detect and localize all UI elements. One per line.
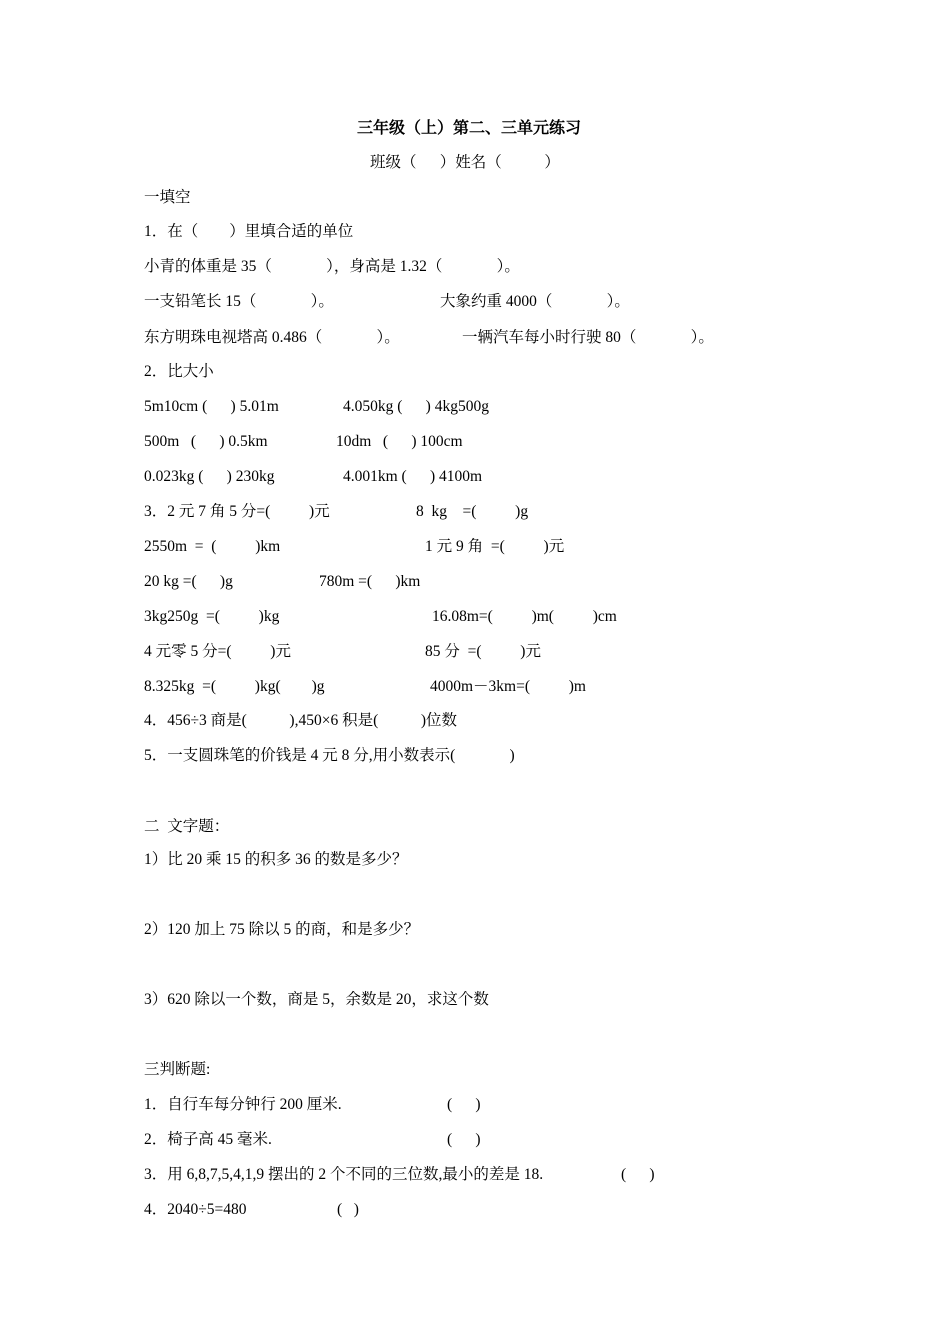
- section3-heading: 三判断题:: [144, 1061, 211, 1078]
- q2-item-b2: 10dm ( ) 100cm: [336, 433, 463, 450]
- judge-item-4: 4．2040÷5=480: [144, 1201, 247, 1218]
- judge-item-1: 1．自行车每分钟行 200 厘米.: [144, 1096, 342, 1113]
- q3-item-f2: 4000m－3km=( )m: [430, 678, 586, 695]
- q1-prompt: 1．在（ ）里填合适的单位: [144, 223, 354, 240]
- q2-item-a2: 4.050kg ( ) 4kg500g: [343, 398, 489, 415]
- q3-item-a1: 3．2 元 7 角 5 分=( )元: [144, 503, 330, 520]
- q5-text: 5．一支圆珠笔的价钱是 4 元 8 分,用小数表示( ): [144, 747, 515, 764]
- q2-prompt: 2．比大小: [144, 363, 214, 380]
- q1-item-d: 东方明珠电视塔高 0.486（ ）。: [144, 329, 400, 346]
- judge-item-2: 2．椅子高 45 毫米.: [144, 1131, 272, 1148]
- q1-item-c: 大象约重 4000（ ）。: [440, 293, 630, 310]
- q3-item-d2: 16.08m=( )m( )cm: [432, 608, 617, 625]
- q1-item-a: 小青的体重是 35（ ），身高是 1.32（ ）。: [144, 258, 520, 275]
- q3-item-c2: 780m =( )km: [319, 573, 421, 590]
- word-problem-2: 2）120 加上 75 除以 5 的商，和是多少？: [144, 921, 420, 938]
- q3-item-f1: 8.325kg =( )kg( )g: [144, 678, 325, 695]
- q3-item-b1: 2550m = ( )km: [144, 538, 281, 555]
- q2-item-b1: 500m ( ) 0.5km: [144, 433, 268, 450]
- q3-item-e2: 85 分 =( )元: [425, 643, 541, 660]
- judge-blank-2: ( ): [447, 1131, 481, 1148]
- q2-item-a1: 5m10cm ( ) 5.01m: [144, 398, 279, 415]
- judge-blank-3: ( ): [621, 1166, 655, 1183]
- class-name-line: 班级（ ）姓名（ ）: [370, 154, 560, 171]
- q1-item-b: 一支铅笔长 15（ ）。: [144, 293, 334, 310]
- q3-item-b2: 1 元 9 角 =( )元: [425, 538, 565, 555]
- section1-heading: 一填空: [144, 189, 191, 206]
- q3-item-a2: 8 kg =( )g: [416, 503, 529, 520]
- section2-heading: 二 文字题：: [144, 818, 230, 835]
- q1-item-e: 一辆汽车每小时行驶 80（ ）。: [462, 329, 714, 346]
- judge-blank-4: ( ): [337, 1201, 359, 1218]
- word-problem-1: 1）比 20 乘 15 的积多 36 的数是多少？: [144, 851, 408, 868]
- q3-item-d1: 3kg250g =( )kg: [144, 608, 280, 625]
- q3-item-e1: 4 元零 5 分=( )元: [144, 643, 291, 660]
- judge-blank-1: ( ): [447, 1096, 481, 1113]
- page-title: 三年级（上）第二、三单元练习: [357, 120, 582, 137]
- q3-item-c1: 20 kg =( )g: [144, 573, 233, 590]
- judge-item-3: 3．用 6,8,7,5,4,1,9 摆出的 2 个不同的三位数,最小的差是 18.: [144, 1166, 544, 1183]
- q2-item-c2: 4.001km ( ) 4100m: [343, 468, 483, 485]
- q2-item-c1: 0.023kg ( ) 230kg: [144, 468, 275, 485]
- q4-text: 4．456÷3 商是( ),450×6 积是( )位数: [144, 712, 458, 729]
- word-problem-3: 3）620 除以一个数，商是 5，余数是 20，求这个数: [144, 991, 489, 1008]
